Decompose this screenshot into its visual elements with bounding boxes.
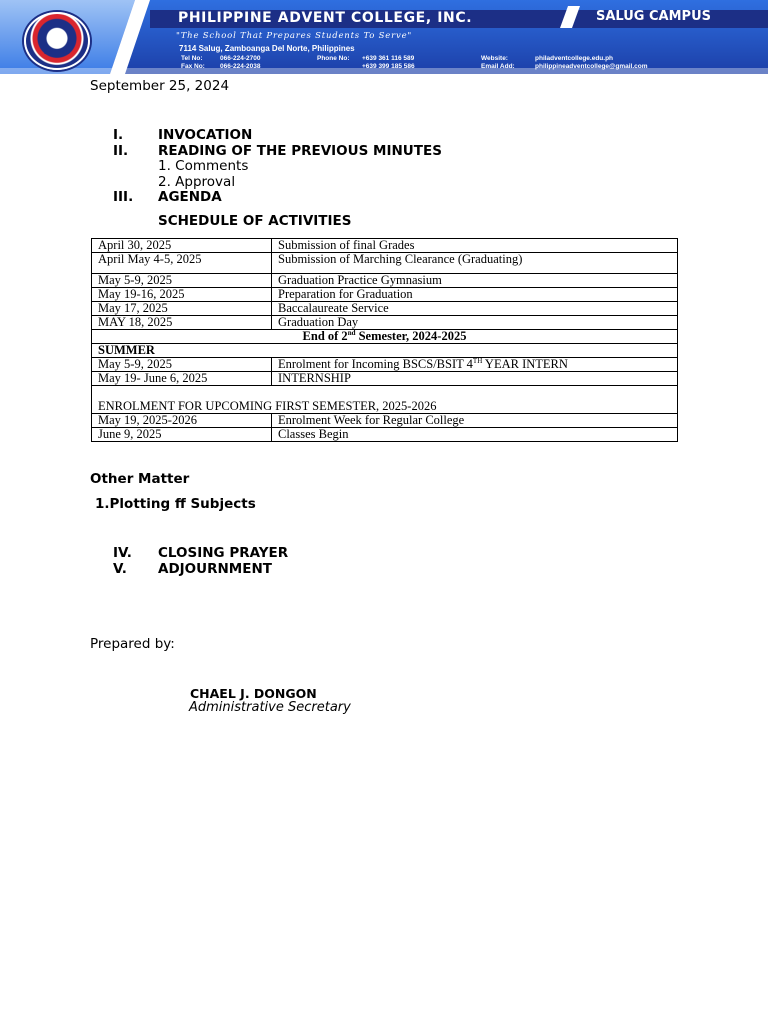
other-matter-item: 1.Plotting ff Subjects bbox=[95, 496, 256, 512]
seal-year: 19 75 bbox=[43, 48, 71, 56]
table-cell-activity: Baccalaureate Service bbox=[272, 302, 678, 316]
table-cell-date: May 17, 2025 bbox=[92, 302, 272, 316]
table-cell-activity: Graduation Practice Gymnasium bbox=[272, 274, 678, 288]
table-cell-date: May 5-9, 2025 bbox=[92, 358, 272, 372]
fax-label: Fax No: bbox=[181, 63, 205, 70]
table-row bbox=[92, 358, 678, 372]
summer-heading: SUMMER bbox=[92, 344, 678, 358]
sub-item-approval: 2. Approval bbox=[158, 174, 236, 190]
table-row bbox=[92, 372, 678, 386]
closing-num-4: IV. bbox=[113, 545, 132, 561]
phone-value-2: +639 399 185 586 bbox=[362, 63, 415, 70]
table-row bbox=[92, 302, 678, 316]
website-label: Website: bbox=[481, 55, 508, 62]
schedule-table bbox=[91, 238, 678, 442]
signatory-name: CHAEL J. DONGON bbox=[190, 686, 317, 701]
table-cell-activity: Preparation for Graduation bbox=[272, 288, 678, 302]
agenda-num-1: I. bbox=[113, 127, 124, 143]
closing-num-5: V. bbox=[113, 561, 127, 577]
table-cell-activity: INTERNSHIP bbox=[272, 372, 678, 386]
phone-label: Phone No: bbox=[317, 55, 350, 62]
adjournment: ADJOURNMENT bbox=[158, 561, 272, 577]
agenda-invocation: INVOCATION bbox=[158, 127, 253, 143]
phone-value-1: +639 361 116 589 bbox=[362, 55, 415, 62]
table-row-summer bbox=[92, 344, 678, 358]
fax-value: 066-224-2038 bbox=[220, 63, 261, 70]
table-cell-date: May 19, 2025-2026 bbox=[92, 414, 272, 428]
enrolment-heading: ENROLMENT FOR UPCOMING FIRST SEMESTER, 2025-2026 bbox=[92, 386, 678, 414]
table-row-end-semester bbox=[92, 330, 678, 344]
table-row bbox=[92, 239, 678, 253]
agenda-num-2: II. bbox=[113, 143, 129, 159]
table-cell-date: May 19- June 6, 2025 bbox=[92, 372, 272, 386]
table-cell-date: May 19-16, 2025 bbox=[92, 288, 272, 302]
email-value: philippineadventcollege@gmail.com bbox=[535, 63, 648, 70]
agenda-agenda: AGENDA bbox=[158, 189, 222, 205]
table-row-enrolment-heading bbox=[92, 386, 678, 414]
table-row bbox=[92, 253, 678, 274]
signatory-title: Administrative Secretary bbox=[189, 700, 351, 715]
table-cell-date: MAY 18, 2025 bbox=[92, 316, 272, 330]
website-value: philadventcollege.edu.ph bbox=[535, 55, 614, 62]
school-motto: "The School That Prepares Students To Serve" bbox=[176, 31, 413, 41]
agenda-reading-minutes: READING OF THE PREVIOUS MINUTES bbox=[158, 143, 442, 159]
table-row bbox=[92, 414, 678, 428]
college-seal-logo bbox=[24, 12, 90, 70]
table-cell-date: June 9, 2025 bbox=[92, 428, 272, 442]
email-label: Email Add: bbox=[481, 63, 515, 70]
table-cell-date: April 30, 2025 bbox=[92, 239, 272, 253]
table-row bbox=[92, 428, 678, 442]
campus-name: SALUG CAMPUS bbox=[596, 9, 711, 24]
table-cell-activity: Graduation Day bbox=[272, 316, 678, 330]
sub-item-comments: 1. Comments bbox=[158, 158, 249, 174]
table-cell-activity: Submission of Marching Clearance (Graduating) bbox=[272, 253, 678, 274]
letterhead-banner bbox=[0, 0, 768, 74]
table-row bbox=[92, 274, 678, 288]
tel-label: Tel No: bbox=[181, 55, 203, 62]
table-cell-activity: Submission of final Grades bbox=[272, 239, 678, 253]
school-name: PHILIPPINE ADVENT COLLEGE, INC. bbox=[178, 10, 473, 26]
table-cell-activity: Classes Begin bbox=[272, 428, 678, 442]
agenda-num-3: III. bbox=[113, 189, 134, 205]
table-row bbox=[92, 316, 678, 330]
other-matter-title: Other Matter bbox=[90, 471, 190, 487]
closing-prayer: CLOSING PRAYER bbox=[158, 545, 289, 561]
prepared-by-label: Prepared by: bbox=[90, 636, 175, 652]
schedule-title: SCHEDULE OF ACTIVITIES bbox=[158, 213, 352, 229]
table-row bbox=[92, 288, 678, 302]
table-cell-activity: Enrolment Week for Regular College bbox=[272, 414, 678, 428]
end-semester-cell: End of 2nd Semester, 2024-2025 bbox=[92, 330, 678, 344]
document-date: September 25, 2024 bbox=[90, 78, 230, 94]
table-cell-date: April May 4-5, 2025 bbox=[92, 253, 272, 274]
tel-value: 066-224-2700 bbox=[220, 55, 261, 62]
school-address: 7114 Salug, Zamboanga Del Norte, Philippines bbox=[179, 44, 355, 53]
table-cell-activity: Enrolment for Incoming BSCS/BSIT 4TH YEAR INTERN bbox=[272, 358, 678, 372]
table-cell-date: May 5-9, 2025 bbox=[92, 274, 272, 288]
